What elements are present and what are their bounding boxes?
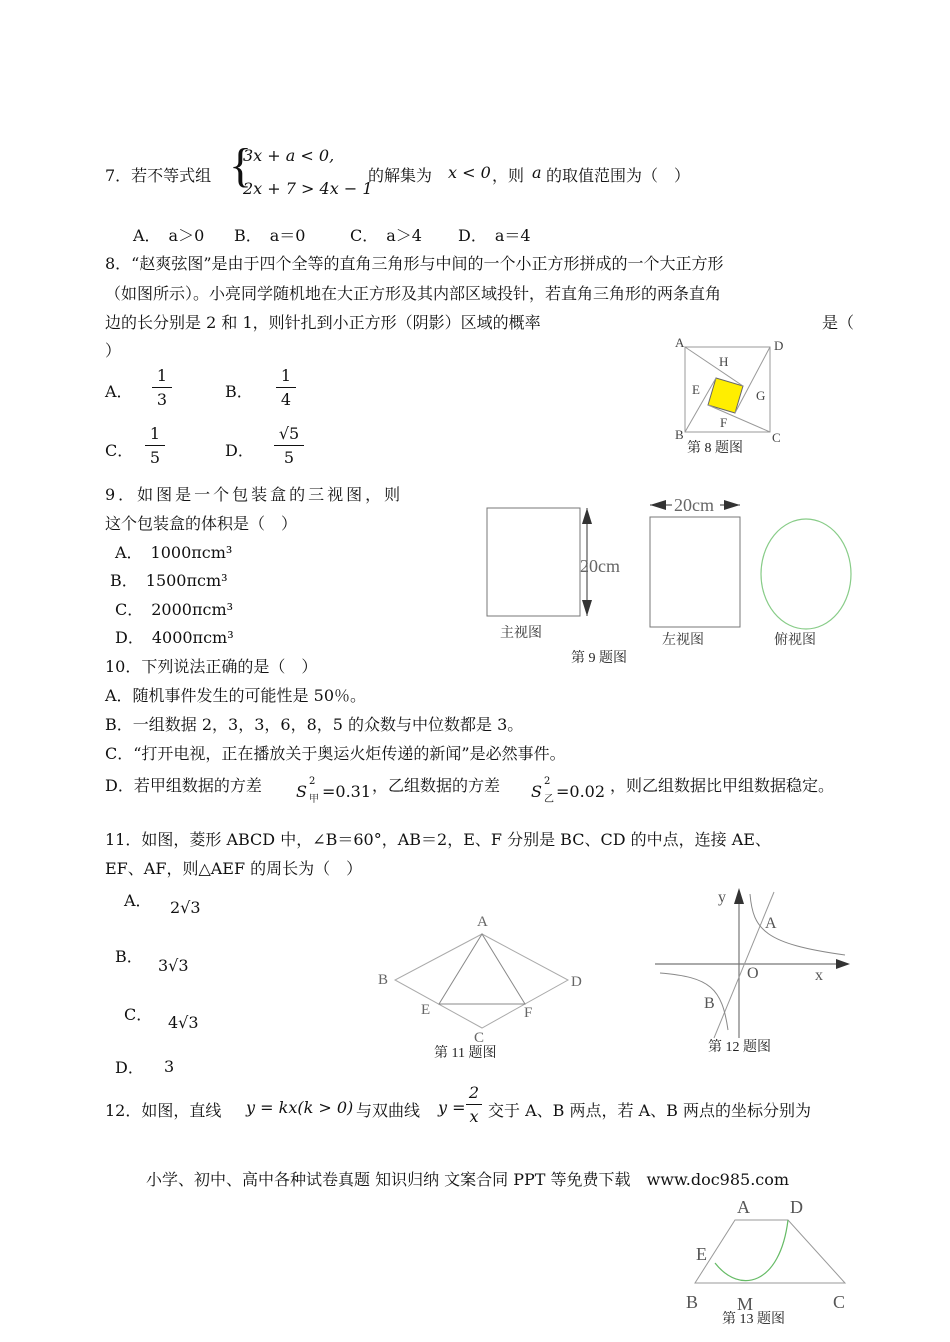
q8-option-a-fraction (152, 366, 172, 409)
q8-line-ah (685, 347, 743, 386)
q8-option-b-label: B． (225, 382, 253, 401)
q9-line2: 这个包装盒的体积是（ ） (105, 514, 298, 533)
q11-triangle-aef (439, 934, 525, 1004)
q10-option-c: C．“打开电视，正在播放关于奥运火炬传递的新闻”是必然事件。 (105, 744, 566, 763)
q7-option-b: B． a＝0 (234, 226, 306, 245)
q7-stem-tail: ，则 (492, 166, 525, 185)
q11-option-c-label: C． (124, 1005, 153, 1024)
q8-option-a-denominator: 3 (156, 390, 168, 409)
q10-s1-symbol: S (296, 782, 307, 801)
q11-option-d-value: 3 (164, 1057, 175, 1076)
q12-figure (650, 880, 860, 1060)
q13-figure (680, 1190, 860, 1330)
q11-option-c-value: 4√3 (168, 1013, 199, 1032)
q7-option-c: C． a＞4 (350, 226, 422, 245)
q8-option-b-denominator: 4 (280, 390, 292, 409)
q13-label-c: C (833, 1292, 846, 1312)
q9-arrow-up (582, 508, 592, 524)
q8-option-d-numerator: √5 (278, 424, 300, 443)
q8-option-a-label: A． (105, 382, 133, 401)
q11-line1: 11．如图，菱形 ABCD 中，∠B＝60°，AB＝2，E、F 分别是 BC、CD 的中点，连接 AE、 (105, 830, 771, 849)
q12-label-b: B (704, 995, 715, 1012)
q12-line-y-kx (714, 892, 774, 1038)
q9-arrow-left (650, 500, 666, 510)
q7-stem-end: 的取值范围为（ ） (546, 166, 691, 185)
q11-label-a: A (477, 914, 488, 930)
q11-caption: 第 11 题图 (434, 1046, 497, 1061)
q8-option-b-fraction (276, 366, 296, 409)
q11-label-c: C (474, 1030, 485, 1046)
q7-brace: { (229, 139, 253, 192)
q9-arrow-down (582, 600, 592, 616)
q10-option-a: A．随机事件发生的可能性是 50％。 (105, 686, 367, 705)
q8-label-h: H (719, 354, 729, 369)
q13-label-m: M (737, 1294, 754, 1314)
q8-line-dg (735, 347, 770, 413)
q12-hyperbola-denominator: x (469, 1107, 479, 1126)
q8-label-f: F (720, 415, 728, 430)
q7-option-a: A． a＞0 (133, 226, 205, 245)
q10-option-d-prefix: D．若甲组数据的方差 (105, 776, 262, 795)
q11-option-b-label: B． (115, 947, 143, 966)
q7-stem-suffix: 的解集为 (368, 166, 433, 185)
q10-s1-superscript: 2 (309, 776, 316, 787)
page-footer: 小学、初中、高中各种试卷真题 知识归纳 文案合同 PPT 等免费下载 www.doc985.com (146, 1170, 790, 1189)
q10-s2-value: =0.02 (556, 782, 606, 801)
q11-label-d: D (571, 974, 582, 990)
q8-figure (670, 335, 800, 460)
q9-figure (480, 490, 860, 670)
q8-line3: 边的长分别是 2 和 1，则针扎到小正方形（阴影）区域的概率 (105, 313, 541, 332)
q12-y-arrow (734, 888, 744, 904)
q8-label-e: E (692, 382, 700, 397)
q8-line1: 8．“赵爽弦图”是由于四个全等的直角三角形与中间的一个小正方形拼成的一个大正方形 (105, 254, 724, 273)
q7-variable: a (532, 163, 542, 182)
q10-s2-superscript: 2 (544, 776, 551, 787)
q13-label-b: B (686, 1292, 699, 1312)
q12-middle: 与双曲线 (356, 1101, 421, 1120)
q8-option-c-label: C． (105, 441, 134, 460)
q12-label-y: y (718, 889, 726, 906)
q9-option-b: B． 1500πcm³ (110, 571, 228, 590)
q8-line3-tail: 是（ (822, 313, 855, 332)
q7-system-line1: 3x + a < 0, (243, 146, 335, 165)
q8-option-c-numerator: 1 (149, 424, 161, 443)
q9-option-a: A． 1000πcm³ (115, 543, 233, 562)
q8-line-cf (708, 405, 770, 432)
q8-label-b: B (675, 427, 684, 442)
q11-option-d-label: D． (115, 1058, 144, 1077)
q7-option-d: D． a＝4 (458, 226, 531, 245)
q13-label-d: D (790, 1197, 803, 1217)
q13-caption: 第 13 题图 (722, 1312, 785, 1327)
q11-option-a-value: 2√3 (170, 898, 201, 917)
q12-stem-prefix: 12．如图，直线 (105, 1101, 222, 1120)
q8-line4: ） (105, 341, 122, 360)
q7-stem-prefix: 7．若不等式组 (105, 166, 212, 185)
q11-label-e: E (421, 1002, 431, 1018)
q9-caption: 第 9 题图 (571, 651, 627, 666)
q8-option-c-fraction (145, 424, 165, 467)
q9-front-label: 主视图 (500, 626, 542, 641)
q8-label-c: C (772, 430, 781, 445)
q10-option-d-middle: ，乙组数据的方差 (372, 776, 501, 795)
q13-trapezoid (695, 1220, 845, 1283)
q8-caption: 第 8 题图 (687, 441, 743, 456)
q12-label-a: A (765, 915, 777, 932)
q10-s2-symbol: S (531, 782, 542, 801)
q8-option-a-numerator: 1 (156, 366, 168, 385)
q9-front-view (487, 508, 580, 616)
q11-line2: EF、AF，则△AEF 的周长为（ ） (105, 859, 363, 878)
q11-label-f: F (524, 1005, 533, 1021)
q9-top-view (761, 519, 851, 629)
q8-option-d-fraction (274, 424, 304, 467)
q10-s1-value: =0.31 (322, 782, 372, 801)
q8-line2: （如图所示）。小亮同学随机地在大正方形及其内部区域投针，若直角三角形的两条直角 (105, 284, 722, 303)
q8-label-a: A (675, 335, 685, 350)
q12-hyperbola-fraction (466, 1083, 482, 1126)
q12-label-x: x (815, 967, 823, 984)
q12-hyperbola-branch-2 (660, 973, 728, 1030)
q7-system-line2: 2x + 7 > 4x − 1 (243, 179, 373, 198)
q13-arc (715, 1220, 788, 1281)
q11-option-a-label: A． (124, 891, 152, 910)
q8-option-d-denominator: 5 (283, 448, 295, 467)
q12-hyperbola-numerator: 2 (468, 1083, 480, 1102)
q9-height-label: 20cm (580, 556, 620, 576)
q8-option-c-denominator: 5 (149, 448, 161, 467)
q13-label-e: E (696, 1244, 707, 1264)
q11-figure (370, 905, 600, 1065)
q11-option-b-value: 3√3 (158, 956, 189, 975)
q7-condition: x < 0 (448, 163, 491, 182)
q9-option-d: D． 4000πcm³ (115, 628, 234, 647)
q8-label-d: D (774, 338, 784, 353)
q9-width-label: 20cm (674, 495, 714, 515)
q9-top-label: 俯视图 (774, 633, 816, 648)
q12-x-arrow (836, 959, 850, 969)
q12-hyperbola-lhs: y = (438, 1098, 466, 1117)
q10-stem: 10．下列说法正确的是（ ） (105, 657, 318, 676)
q9-line1: 9．如图是一个包装盒的三视图，则 (105, 485, 404, 504)
q11-label-b: B (378, 972, 389, 988)
q12-line-equation: y = kx(k > 0) (246, 1098, 354, 1117)
q8-option-b-numerator: 1 (280, 366, 292, 385)
q12-caption: 第 12 题图 (708, 1040, 771, 1055)
q13-label-a: A (737, 1197, 750, 1217)
q9-side-view (650, 517, 740, 627)
q9-side-label: 左视图 (662, 633, 704, 648)
q10-option-b: B．一组数据 2，3，3，6，8，5 的众数与中位数都是 3。 (105, 715, 524, 734)
q8-option-d-label: D． (225, 441, 254, 460)
q8-label-g: G (756, 388, 766, 403)
q9-option-c: C． 2000πcm³ (115, 600, 234, 619)
q12-label-o: O (747, 965, 759, 982)
q10-s1-subscript: 甲 (309, 794, 319, 805)
q12-stem-suffix: 交于 A、B 两点，若 A、B 两点的坐标分别为 (488, 1101, 811, 1120)
q10-option-d-suffix: ，则乙组数据比甲组数据稳定。 (610, 776, 835, 795)
q10-s2-subscript: 乙 (544, 794, 554, 805)
q9-arrow-right (724, 500, 740, 510)
